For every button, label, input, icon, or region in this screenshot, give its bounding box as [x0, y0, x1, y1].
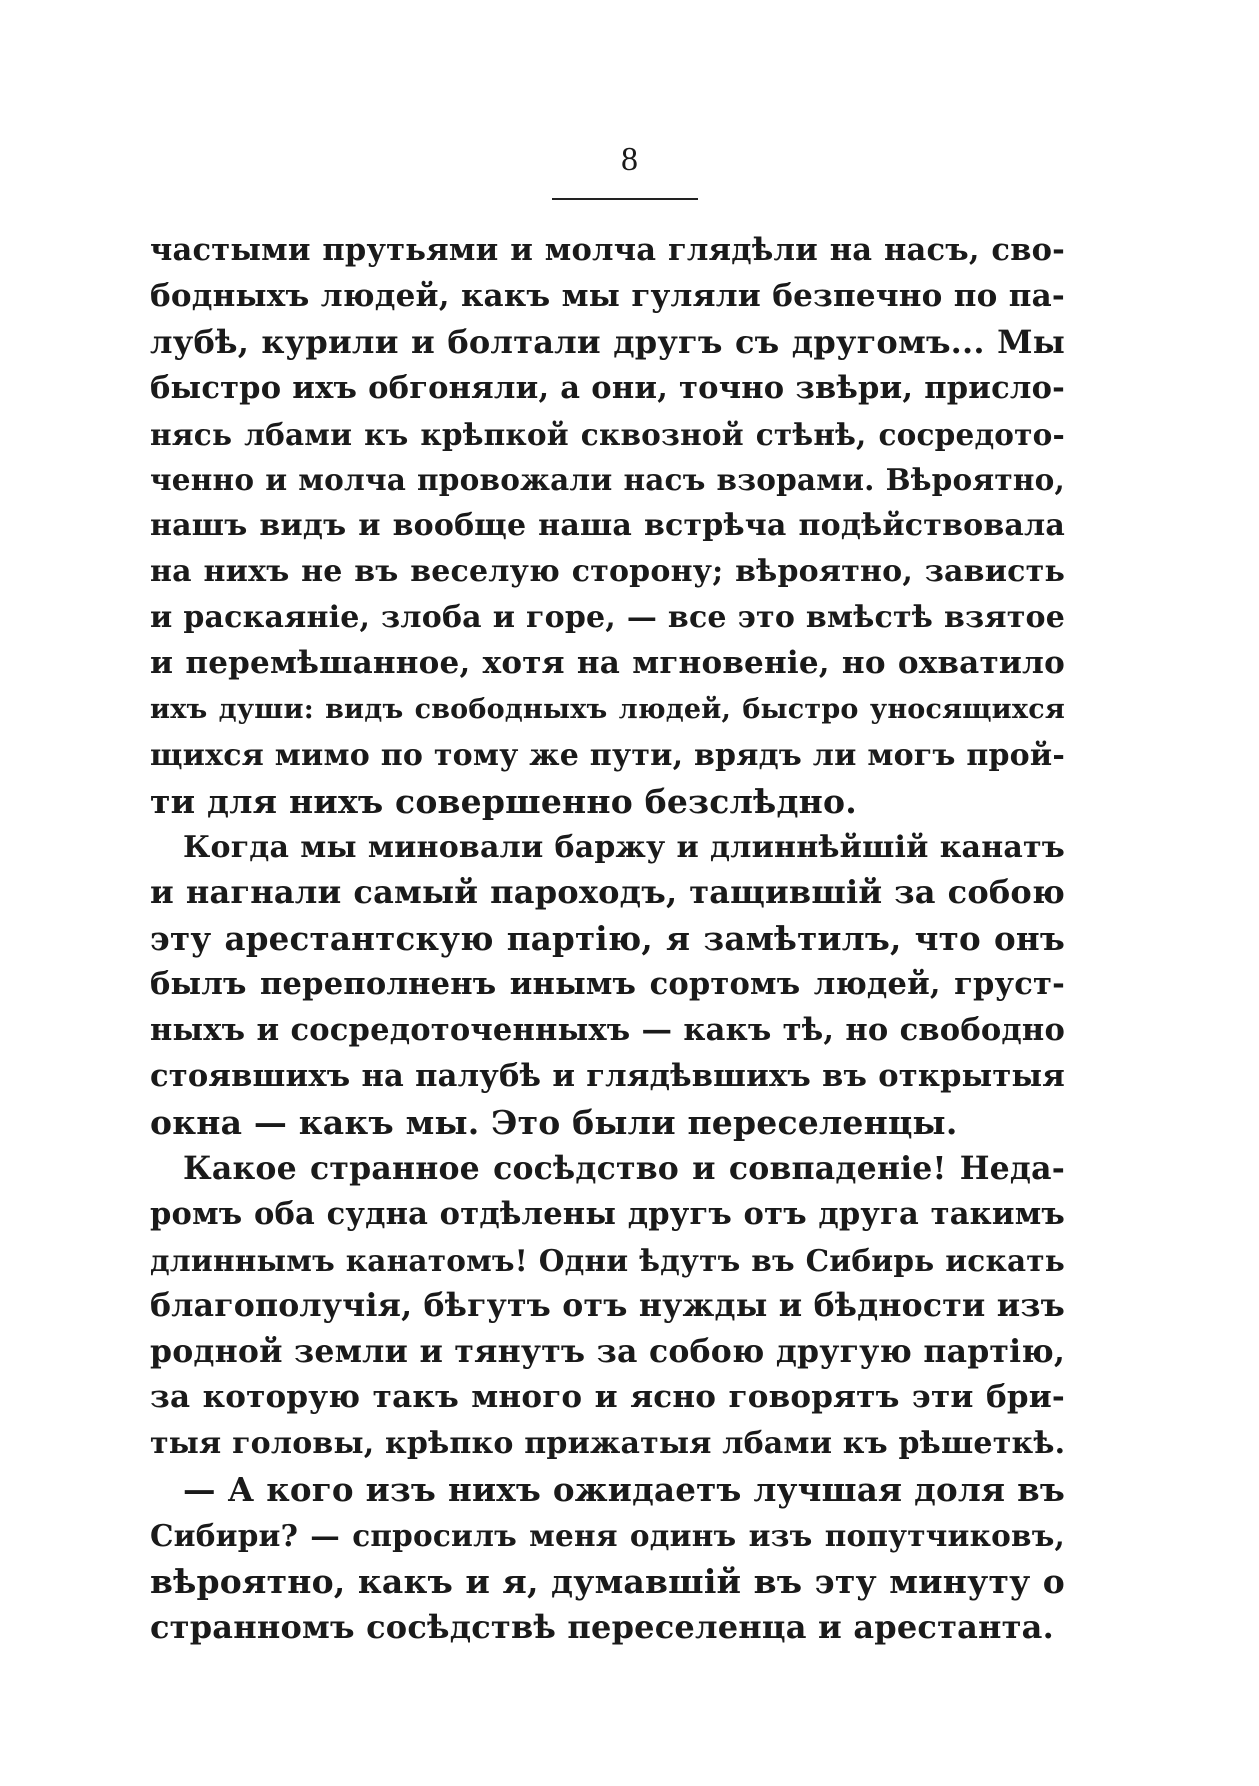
text-line: Сибири? — спросилъ меня одинъ изъ попутчиковъ,: [150, 1517, 1065, 1553]
text-line: благополучія, бѣгутъ отъ нужды и бѣдности изъ: [150, 1287, 1065, 1325]
body-text: [150, 228, 1065, 1651]
text-line: лубѣ, курили и болтали другъ съ другомъ... Мы: [150, 322, 1065, 361]
text-line: Когда мы миновали баржу и длиннѣйшій канатъ: [183, 829, 1065, 865]
text-line: быстро ихъ обгоняли, а они, точно звѣри, присло-: [150, 369, 1065, 406]
text-line: ти для нихъ совершенно безслѣдно.: [150, 781, 857, 821]
text-line: частыми прутьями и молча глядѣли на насъ, сво-: [150, 232, 1065, 268]
text-line: нясь лбами къ крѣпкой сквозной стѣнѣ, сосредото-: [150, 416, 1065, 452]
text-line: странномъ сосѣдствѣ переселенца и арестанта.: [150, 1607, 1054, 1646]
text-line: родной земли и тянутъ за собою другую партію,: [150, 1333, 1065, 1371]
text-line: эту арестантскую партію, я замѣтилъ, что онъ: [150, 919, 1065, 959]
text-line: — А кого изъ нихъ ожидаетъ лучшая доля въ: [183, 1470, 1065, 1510]
header-rule: [552, 198, 698, 200]
text-line: былъ переполненъ инымъ сортомъ людей, груст-: [150, 966, 1065, 1003]
text-line: тыя головы, крѣпко прижатыя лбами къ рѣшеткѣ.: [150, 1426, 1066, 1462]
text-line: ромъ оба судна отдѣлены другъ отъ друга такимъ: [150, 1195, 1065, 1232]
text-line: стоявшихъ на палубѣ и глядѣвшихъ въ открытыя: [150, 1058, 1065, 1095]
text-line: и раскаяніе, злоба и горе, — все это вмѣстѣ взятое: [150, 600, 1065, 636]
text-line: щихся мимо по тому же пути, врядъ ли могъ прой-: [150, 737, 1065, 773]
text-line: бодныхъ людей, какъ мы гуляли безпечно по па-: [150, 277, 1065, 314]
text-line: ныхъ и сосредоточенныхъ — какъ тѣ, но свободно: [150, 1012, 1065, 1049]
text-line: ихъ души: видъ свободныхъ людей, быстро уносящихся: [150, 693, 1065, 725]
page-number: 8: [621, 141, 638, 178]
text-line: и нагнали самый пароходъ, тащившій за собою: [150, 873, 1065, 912]
text-line: ченно и молча провожали насъ взорами. Вѣроятно,: [150, 462, 1065, 498]
text-line: на нихъ не въ веселую сторону; вѣроятно, зависть: [150, 554, 1065, 590]
text-line: за которую такъ много и ясно говорятъ эти бри-: [150, 1379, 1065, 1416]
text-line: вѣроятно, какъ и я, думавшій въ эту минуту о: [150, 1561, 1065, 1601]
text-line: окна — какъ мы. Это были переселенцы.: [150, 1102, 958, 1142]
text-line: Какое странное сосѣдство и совпаденіе! Неда-: [183, 1149, 1065, 1187]
text-line: и перемѣшанное, хотя на мгновеніе, но охватило: [150, 645, 1065, 682]
text-line: нашъ видъ и вообще наша встрѣча подѣйствовала: [150, 508, 1065, 544]
text-line: длиннымъ канатомъ! Одни ѣдутъ въ Сибирь искать: [150, 1242, 1065, 1278]
